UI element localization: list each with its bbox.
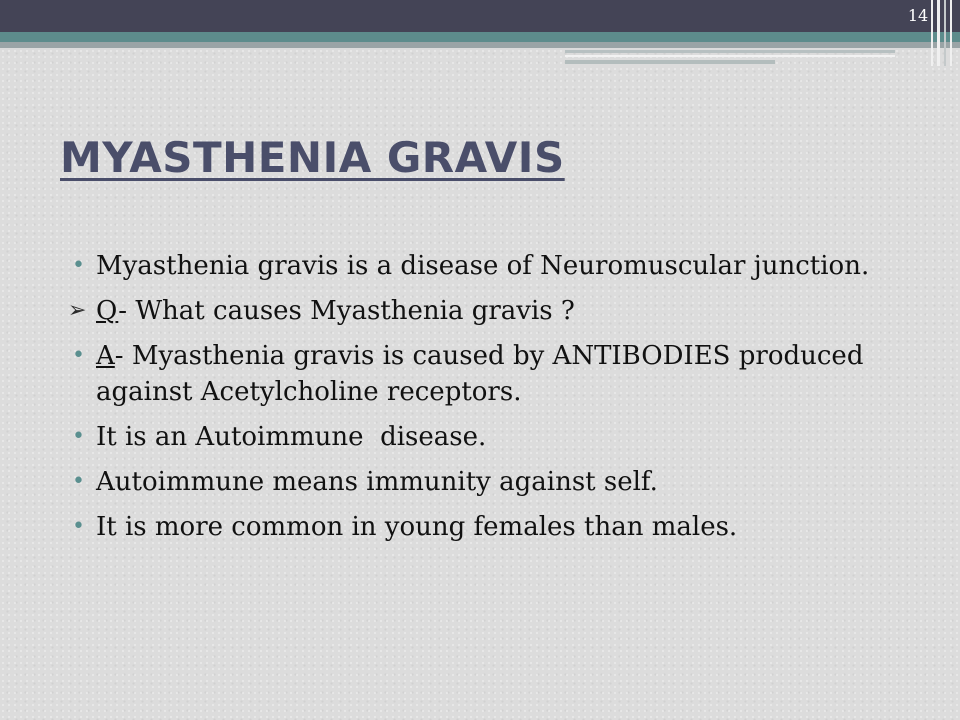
bullet-text: Autoimmune means immunity against self. — [96, 467, 658, 497]
answer-label: A — [96, 341, 115, 371]
dot-bullet-icon: • — [72, 424, 85, 449]
header-bar — [0, 0, 960, 32]
list-item — [68, 293, 932, 329]
header-accent-bar — [0, 32, 960, 42]
slide-number: 14 — [907, 6, 929, 25]
list-item — [72, 248, 932, 284]
list-item — [72, 509, 932, 545]
decor-line — [565, 50, 895, 53]
header-shadow-bar — [0, 42, 960, 48]
bullet-text: - What causes Myasthenia gravis ? — [118, 296, 575, 326]
bullet-text: It is an Autoimmune disease. — [96, 422, 487, 452]
list-item — [72, 419, 932, 455]
question-label: Q — [96, 296, 119, 326]
bullet-list — [68, 248, 932, 554]
list-item — [72, 464, 932, 500]
dot-bullet-icon: • — [72, 343, 85, 368]
dot-bullet-icon: • — [72, 253, 85, 278]
bullet-text: It is more common in young females than males. — [96, 512, 738, 542]
decor-line — [565, 60, 775, 64]
decor-vertical-line — [950, 0, 952, 66]
bullet-text: - Myasthenia gravis is caused by ANTIBODIES produced against Acetylcholine receptors. — [96, 341, 864, 407]
decor-line — [565, 55, 895, 57]
list-item — [72, 338, 932, 410]
decor-vertical-line — [937, 0, 940, 66]
decor-vertical-line — [944, 0, 946, 66]
dot-bullet-icon: • — [72, 514, 85, 539]
bullet-text: Myasthenia gravis is a disease of Neuromuscular junction. — [96, 251, 870, 281]
arrow-bullet-icon: ➢ — [68, 298, 87, 323]
slide-title: MYASTHENIA GRAVIS — [60, 133, 565, 182]
dot-bullet-icon: • — [72, 469, 85, 494]
